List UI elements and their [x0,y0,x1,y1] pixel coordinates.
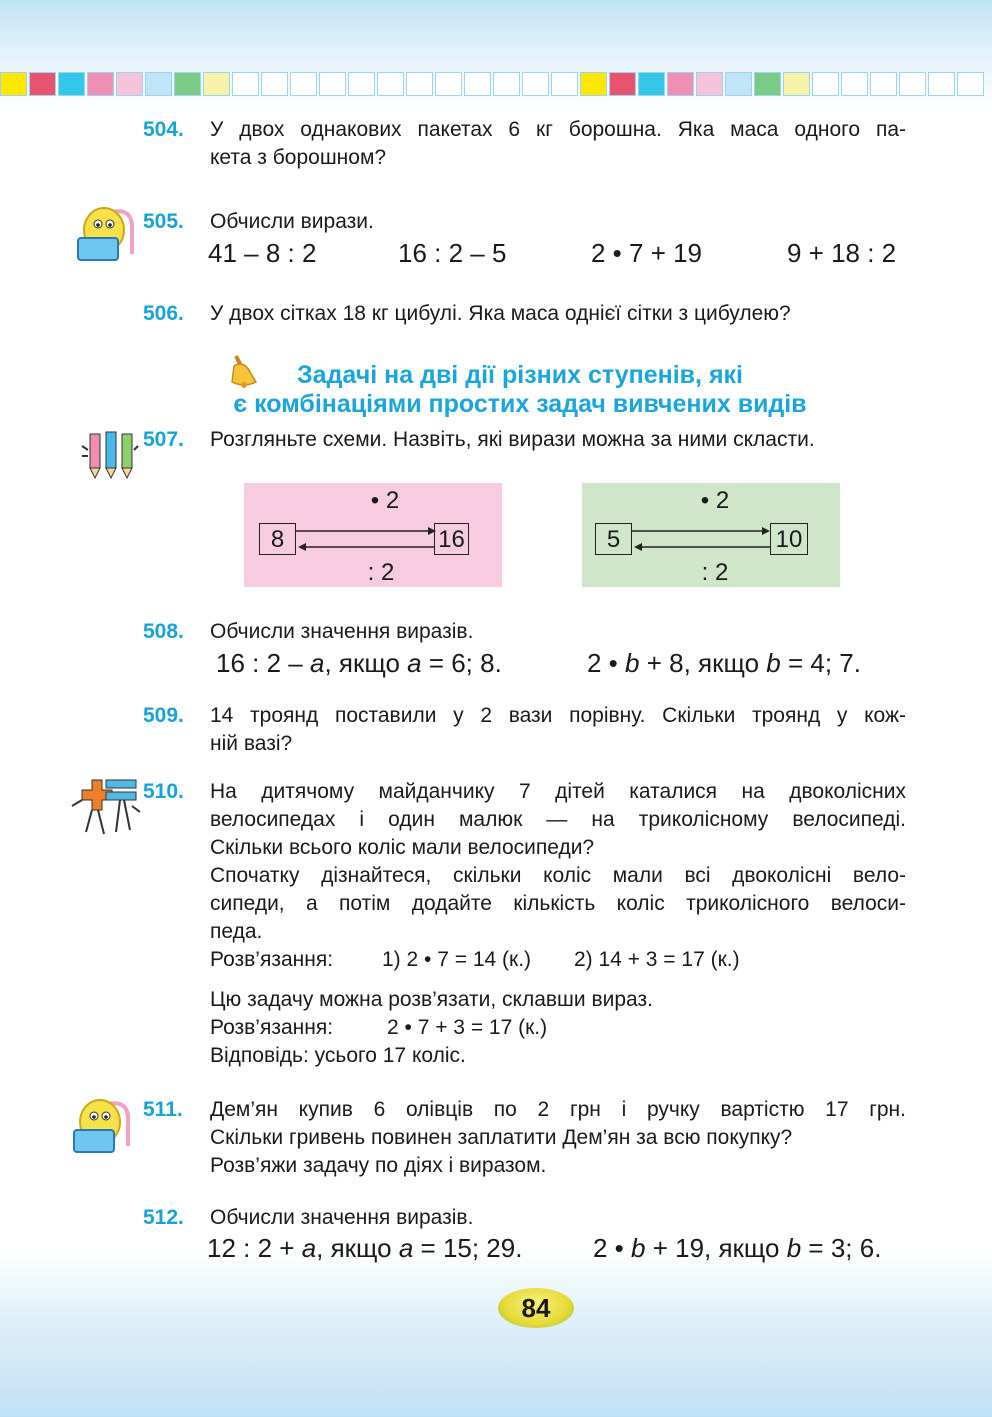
exercise-505-instruction: Обчисли вирази. [210,210,374,233]
scheme-1-top-label: • 2 [370,487,400,514]
scheme-1-left-value: 8 [259,523,296,555]
top-color-stripe [0,72,992,100]
exercise-509-line-1: 14 троянд поставили у 2 вази порівну. Скільки троянд у кож- [210,704,906,727]
stripe-cell [870,72,897,96]
backpack-icon [74,204,138,264]
exercise-504-line-1: У двох однакових пакетах 6 кг борошна. Яка маса одного па- [210,118,906,141]
exercise-number-512: 512. [143,1206,184,1229]
exercise-506-text: У двох сітках 18 кг цибулі. Яка маса однієї сітки з цибулею? [210,302,791,325]
scheme-diagram-2 [582,483,840,587]
math-signs-character-icon [66,776,142,840]
pencils-icon [78,428,142,480]
stripe-cell [377,72,404,96]
exercise-510-line-3: Скільки всього коліс мали велосипеди? [210,836,595,859]
stripe-cell [696,72,723,96]
exercise-number-508: 508. [143,620,184,643]
exercise-number-505: 505. [143,210,184,233]
exercise-508-expression-a: 16 : 2 – a, якщо a = 6; 8. [216,648,502,678]
exercise-512-instruction: Обчисли значення виразів. [210,1206,474,1229]
stripe-cell [638,72,665,96]
section-heading-line-2: є комбінаціями простих задач вивчених видів [233,390,807,418]
exercise-510-line-4: Спочатку дізнайтеся, скільки коліс мали всі двоколісні вело- [210,864,906,887]
scheme-2-top-label: • 2 [700,487,730,514]
stripe-cell [725,72,752,96]
stripe-cell [464,72,491,96]
exercise-512-expression-b: 2 • b + 19, якщо b = 3; 6. [593,1233,882,1263]
stripe-cell [203,72,230,96]
stripe-cell [87,72,114,96]
exercise-number-504: 504. [143,118,184,141]
stripe-cell [145,72,172,96]
stripe-cell [580,72,607,96]
section-heading-line-1: Задачі на дві дії різних ступенів, які [297,361,743,389]
exercise-number-511: 511. [143,1098,183,1121]
scheme-diagram-1 [244,483,502,587]
exercise-510-solution-label-1: Розв’язання: [210,948,334,971]
exercise-510-solution-label-2: Розв’язання: [210,1016,334,1039]
exercise-509-line-2: ній вазі? [210,732,293,755]
exercise-number-506: 506. [143,302,184,325]
stripe-cell [290,72,317,96]
stripe-cell [348,72,375,96]
stripe-cell [899,72,926,96]
exercise-504-line-2: кета з борошном? [210,146,387,169]
exercise-510-line-6: педа. [210,920,263,943]
stripe-cell [841,72,868,96]
exercise-505-expression-3: 2 • 7 + 19 [591,238,703,268]
exercise-number-509: 509. [143,704,184,727]
page-number: 84 [498,1288,574,1328]
stripe-cell [812,72,839,96]
exercise-510-answer: Відповідь: усього 17 коліс. [210,1044,466,1067]
exercise-508-instruction: Обчисли значення виразів. [210,620,474,643]
exercise-510-line-2: велосипедах і один малюк — на триколісному велосипеді. [210,808,906,831]
exercise-505-expression-2: 16 : 2 – 5 [398,238,507,268]
exercise-510-line-5: сипеди, а потім додайте кількість коліс триколісного велоси- [210,892,906,915]
exercise-510-line-1: На дитячому майданчику 7 дітей каталися на двоколісних [210,780,906,803]
stripe-cell [667,72,694,96]
stripe-cell [551,72,578,96]
exercise-507-text: Розгляньте схеми. Назвіть, які вирази можна за ними скласти. [210,428,815,451]
stripe-cell [232,72,259,96]
exercise-510-solution-step-2: 2) 14 + 3 = 17 (к.) [574,948,740,971]
stripe-cell [754,72,781,96]
scheme-1-right-value: 16 [434,523,469,555]
stripe-cell [928,72,955,96]
exercise-number-510: 510. [143,780,184,803]
stripe-cell [116,72,143,96]
exercise-511-line-2: Скільки гривень повинен заплатити Дем’ян за всю покупку? [210,1126,793,1149]
stripe-cell [957,72,984,96]
exercise-510-solution-step-1: 1) 2 • 7 = 14 (к.) [382,948,532,971]
scheme-2-bottom-label: : 2 [701,559,729,586]
stripe-cell [58,72,85,96]
exercise-505-expression-1: 41 – 8 : 2 [208,238,317,268]
exercise-505-expression-4: 9 + 18 : 2 [787,238,897,268]
stripe-cell [609,72,636,96]
stripe-cell [0,72,27,96]
exercise-512-expression-a: 12 : 2 + a, якщо a = 15; 29. [207,1233,523,1263]
scheme-2-left-value: 5 [595,523,632,555]
exercise-508-expression-b: 2 • b + 8, якщо b = 4; 7. [587,648,861,678]
exercise-511-line-3: Розв’яжи задачу по діях і виразом. [210,1154,547,1177]
stripe-cell [493,72,520,96]
stripe-cell [783,72,810,96]
scheme-1-bottom-label: : 2 [367,559,395,586]
scheme-2-right-value: 10 [770,523,808,555]
exercise-511-line-1: Дем’ян купив 6 олівців по 2 грн і ручку вартістю 17 грн. [210,1098,906,1121]
exercise-number-507: 507. [143,428,184,451]
stripe-cell [406,72,433,96]
stripe-cell [174,72,201,96]
exercise-510-line-7: Цю задачу можна розв’язати, склавши вираз. [210,988,653,1011]
stripe-cell [319,72,346,96]
stripe-cell [261,72,288,96]
backpack-icon [70,1096,134,1156]
stripe-cell [522,72,549,96]
stripe-cell [29,72,56,96]
exercise-510-solution-expression: 2 • 7 + 3 = 17 (к.) [387,1016,548,1039]
stripe-cell [435,72,462,96]
